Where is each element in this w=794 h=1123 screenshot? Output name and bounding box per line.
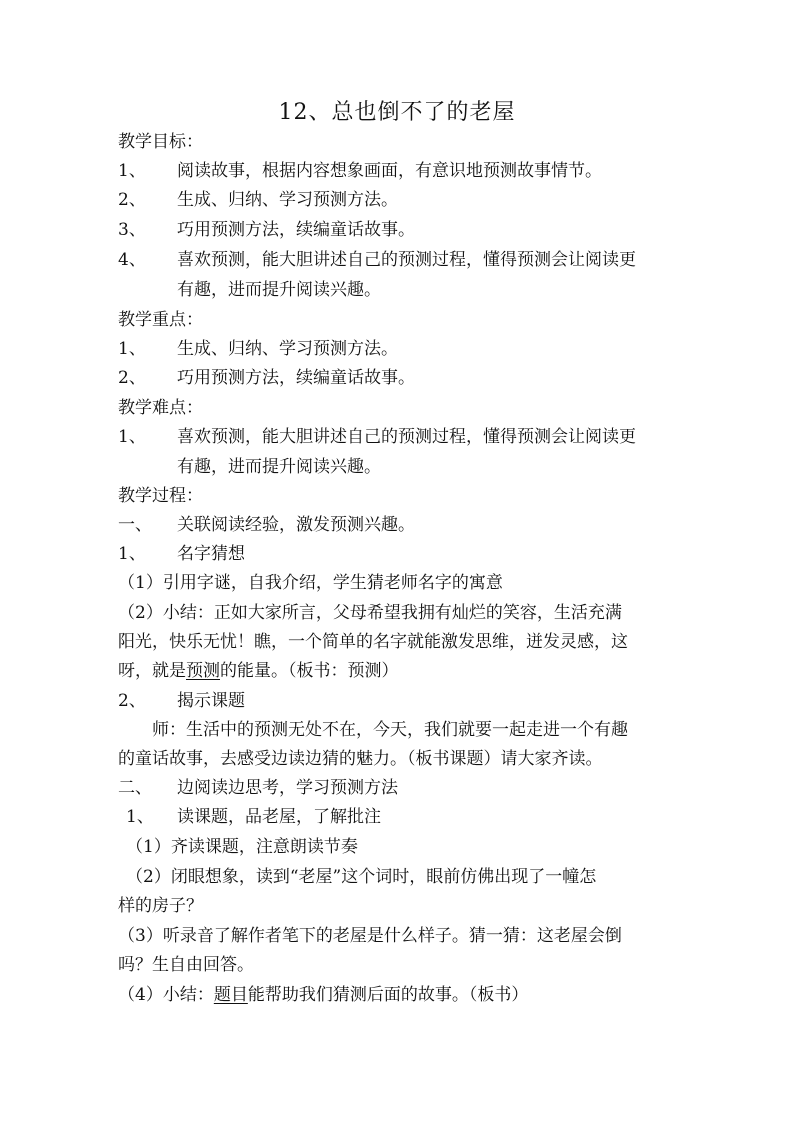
key-point-number: 1、 bbox=[118, 339, 146, 359]
difficulty-number: 1、 bbox=[118, 427, 146, 447]
key-point-text: 生成、归纳、学习预测方法。 bbox=[177, 339, 398, 359]
goal-item-text: 巧用预测方法，续编童话故事。 bbox=[177, 220, 415, 240]
step-2-paragraph-line-1: 师：生活中的预测无处不在，今天，我们就要一起走进一个有趣 bbox=[152, 720, 628, 740]
text-run: 能帮助我们猜测后面的故事。（板书） bbox=[247, 985, 529, 1005]
goal-item-number: 2、 bbox=[118, 190, 146, 210]
step-number: 1、 bbox=[118, 544, 146, 564]
step-title: 揭示课题 bbox=[177, 691, 245, 711]
part-2-sub-1: （1）齐读课题，注意朗读节奏 bbox=[126, 837, 358, 857]
underlined-keyword: 题目 bbox=[213, 985, 248, 1005]
difficulty-item-1-continuation: 有趣，进而提升阅读兴趣。 bbox=[177, 457, 381, 477]
goal-item-4-continuation: 有趣，进而提升阅读兴趣。 bbox=[177, 280, 381, 300]
part-number: 二、 bbox=[118, 778, 152, 798]
step-title: 名字猜想 bbox=[177, 544, 245, 564]
goal-item-number: 4、 bbox=[118, 250, 146, 270]
difficulties-heading: 教学难点： bbox=[118, 398, 203, 418]
underlined-keyword: 预测 bbox=[186, 661, 220, 681]
part-title: 关联阅读经验，激发预测兴趣。 bbox=[177, 515, 415, 535]
key-point-text: 巧用预测方法，续编童话故事。 bbox=[177, 368, 415, 388]
text-run: （4）小结： bbox=[118, 985, 214, 1005]
part-2-sub-3-line-2: 吗？生自由回答。 bbox=[118, 955, 254, 975]
goal-item-text: 喜欢预测，能大胆讲述自己的预测过程，懂得预测会让阅读更 bbox=[177, 250, 636, 270]
step-2-paragraph-line-2: 的童话故事，去感受边读边猜的魅力。（板书课题）请大家齐读。 bbox=[118, 749, 603, 769]
step-1-sub-2-line-2: 阳光，快乐无忧！瞧，一个简单的名字就能激发思维，迸发灵感，这 bbox=[118, 632, 628, 652]
part-2-sub-2-line-1: （2）闭眼想象，读到“老屋”这个词时，眼前仿佛出现了一幢怎 bbox=[126, 867, 597, 887]
step-1-sub-1: （1）引用字谜，自我介绍，学生猜老师名字的寓意 bbox=[118, 573, 503, 593]
step-number: 2、 bbox=[118, 691, 146, 711]
part-number: 一、 bbox=[118, 515, 152, 535]
goal-item-number: 1、 bbox=[118, 161, 146, 181]
text-run: 的能量。（板书：预测） bbox=[220, 661, 399, 681]
difficulty-text: 喜欢预测，能大胆讲述自己的预测过程，懂得预测会让阅读更 bbox=[177, 427, 636, 447]
part-2-sub-2-line-2: 样的房子？ bbox=[118, 896, 203, 916]
text-run: 呀，就是 bbox=[118, 661, 186, 681]
key-point-number: 2、 bbox=[118, 368, 146, 388]
part-title: 边阅读边思考，学习预测方法 bbox=[177, 778, 398, 798]
goal-item-number: 3、 bbox=[118, 220, 146, 240]
key-points-heading: 教学重点： bbox=[118, 310, 203, 330]
goal-item-text: 阅读故事，根据内容想象画面，有意识地预测故事情节。 bbox=[177, 161, 602, 181]
step-title: 读课题，品老屋，了解批注 bbox=[177, 807, 381, 827]
part-2-sub-4 bbox=[118, 984, 528, 1006]
part-2-sub-3-line-1: （3）听录音了解作者笔下的老屋是什么样子。猜一猜：这老屋会倒 bbox=[118, 926, 622, 946]
step-1-sub-2-line-1: （2）小结：正如大家所言，父母希望我拥有灿烂的笑容，生活充满 bbox=[118, 603, 622, 623]
step-1-sub-2-line-3 bbox=[118, 660, 399, 682]
goals-heading: 教学目标： bbox=[118, 132, 203, 152]
document-title: 12、总也倒不了的老屋 bbox=[278, 100, 516, 125]
goal-item-text: 生成、归纳、学习预测方法。 bbox=[177, 190, 398, 210]
process-heading: 教学过程： bbox=[118, 486, 203, 506]
step-number: 1、 bbox=[126, 807, 154, 827]
